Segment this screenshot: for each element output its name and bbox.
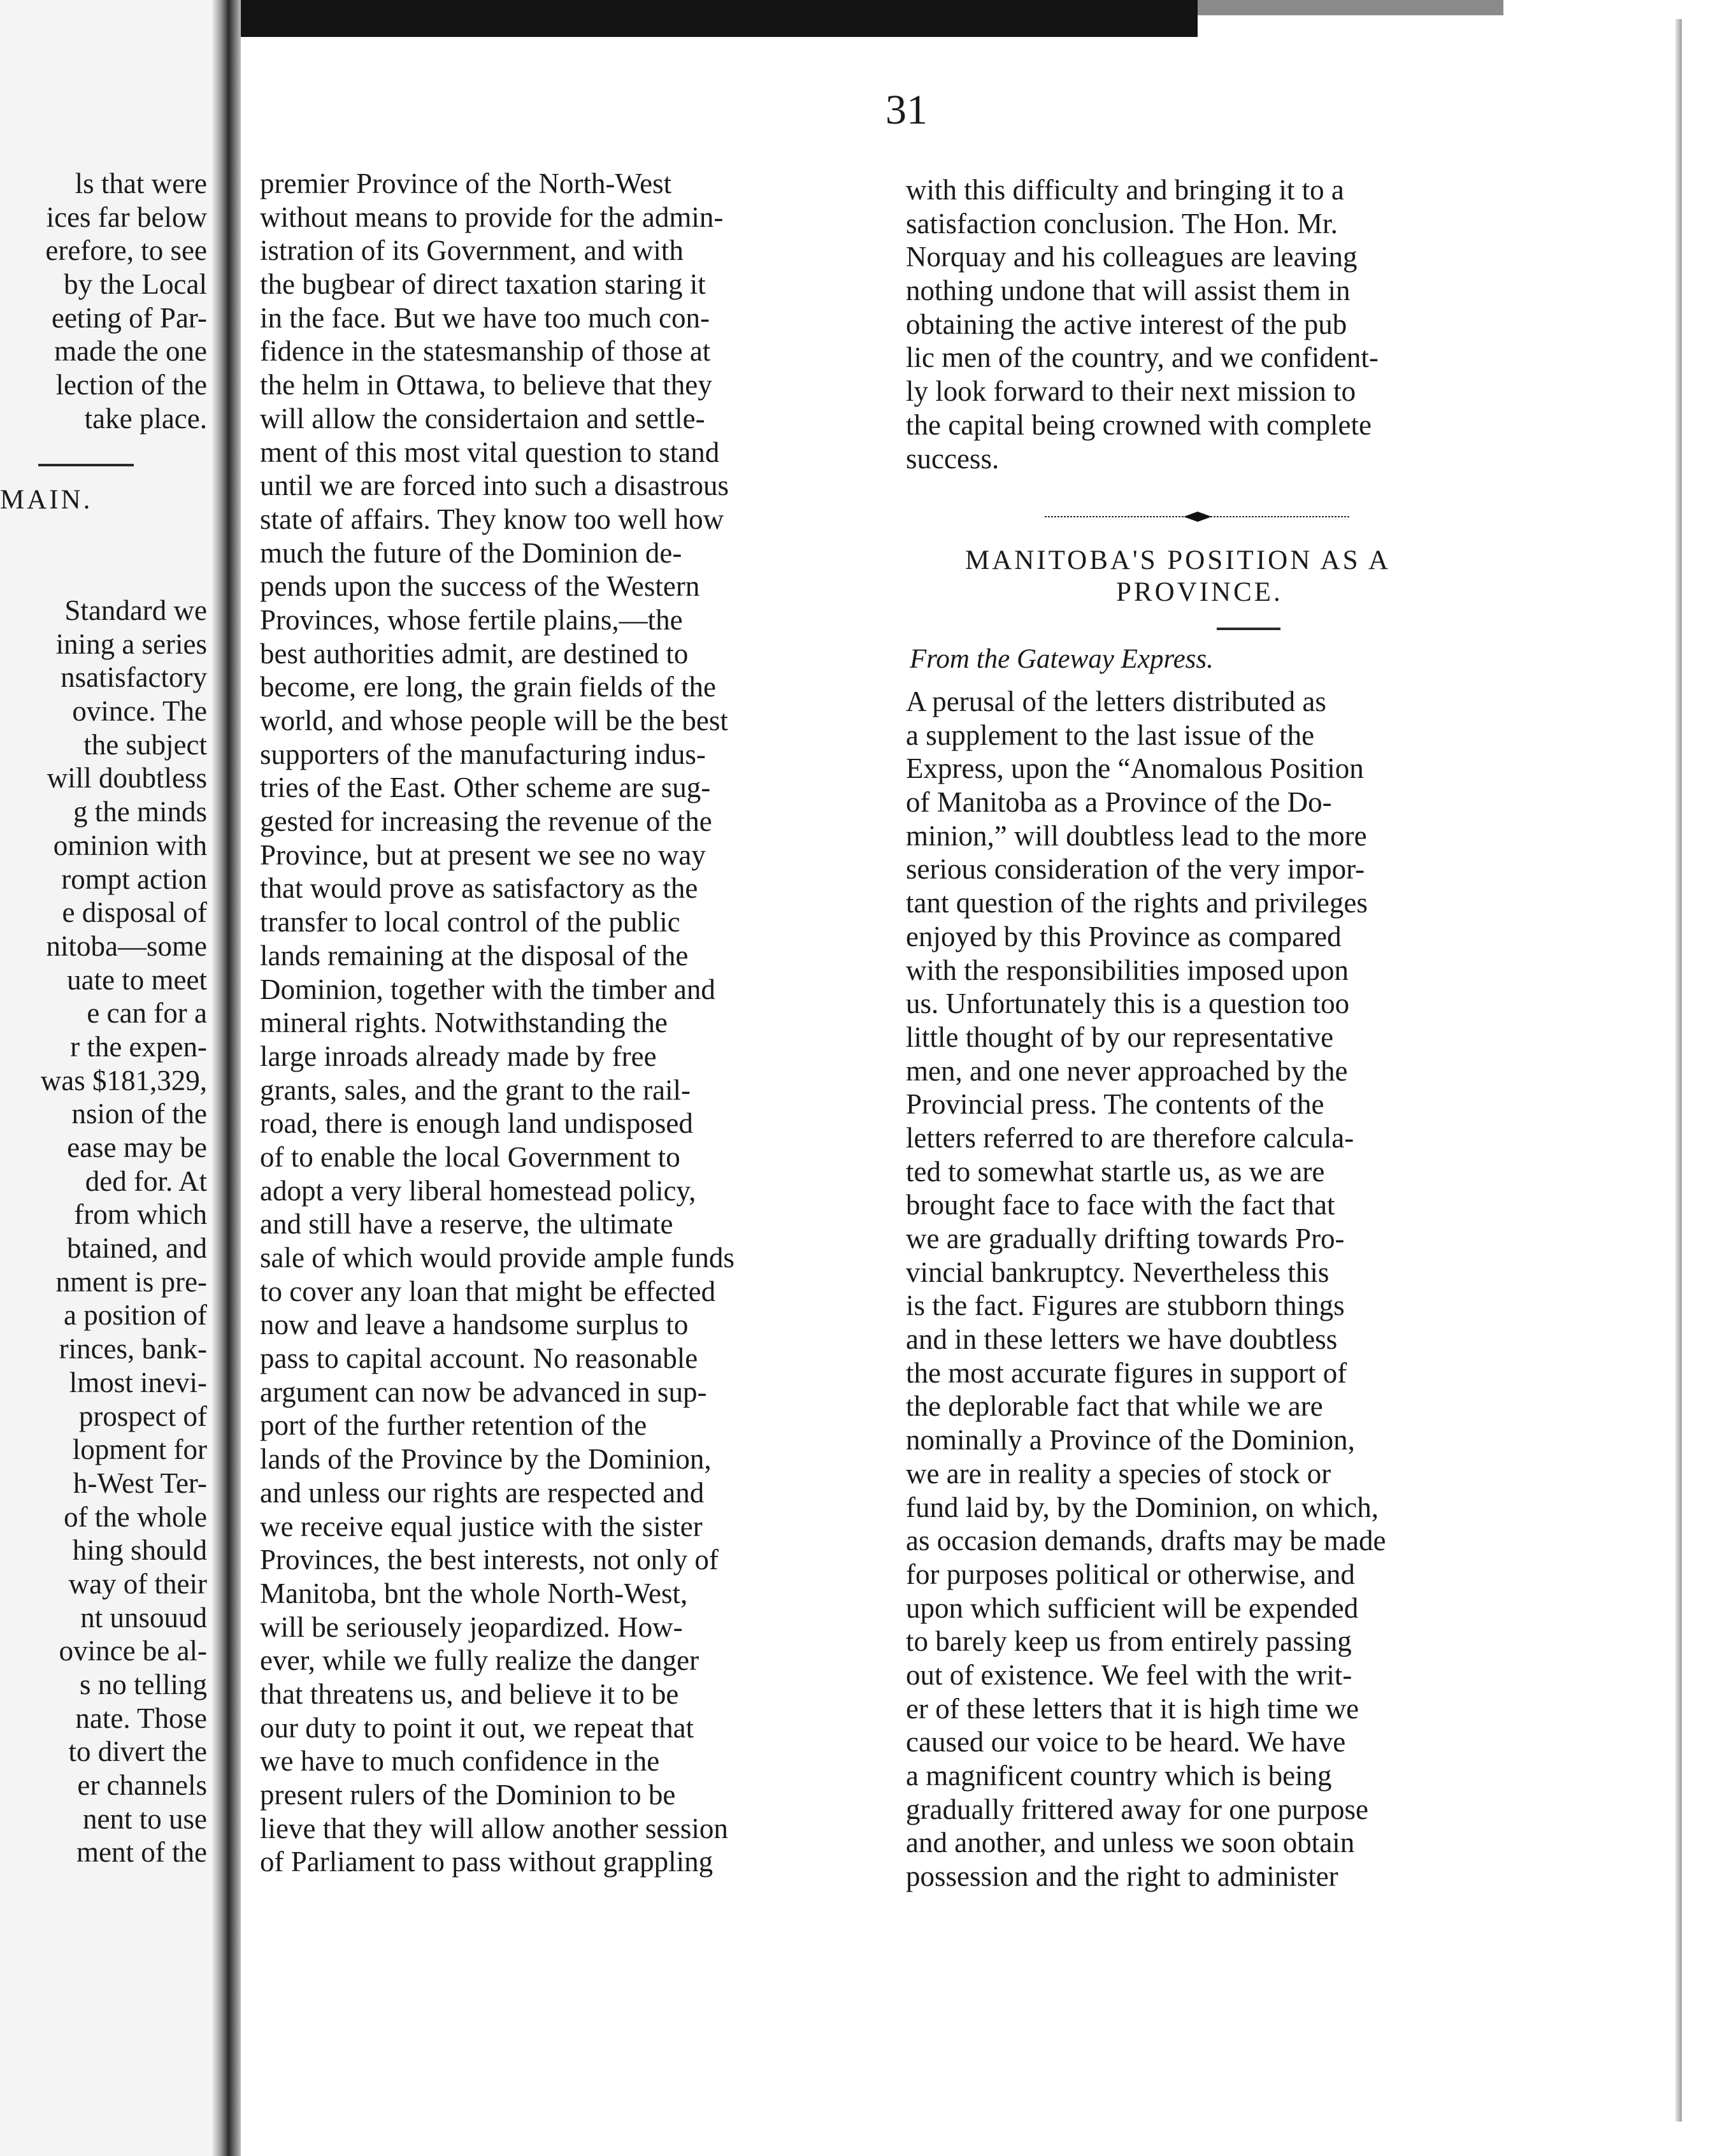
middle-column-line: of to enable the local Government to xyxy=(260,1140,680,1173)
right-column-line: satisfaction conclusion. The Hon. Mr. xyxy=(906,207,1338,240)
left-fragment-line: ment of the xyxy=(76,1836,207,1869)
left-fragment-line: a position of xyxy=(64,1299,207,1332)
middle-column-line: ment of this most vital question to stand xyxy=(260,436,720,468)
middle-column-line: we receive equal justice with the sister xyxy=(260,1510,703,1542)
article-line: with the responsibilities imposed upon xyxy=(906,954,1349,986)
article-line: as occasion demands, drafts may be made xyxy=(906,1525,1386,1557)
middle-column-line: Dominion, together with the timber and xyxy=(260,973,715,1005)
right-column-line: the capital being crowned with complete xyxy=(906,408,1372,441)
middle-column-line: in the face. But we have too much con- xyxy=(260,301,710,334)
article-line: caused our voice to be heard. We have xyxy=(906,1726,1346,1758)
left-fragment-line: e disposal of xyxy=(62,896,207,929)
left-fragment-line: ining a series xyxy=(55,628,207,660)
middle-column-line: premier Province of the North-West xyxy=(260,168,672,199)
middle-column-line: tries of the East. Other scheme are sug- xyxy=(260,772,711,804)
left-fragment-line: ded for. At xyxy=(85,1165,207,1197)
middle-column-line: and unless our rights are respected and xyxy=(260,1476,705,1509)
left-fragment-line: rinces, bank- xyxy=(59,1333,207,1365)
right-column-line: Norquay and his colleagues are leaving xyxy=(906,241,1358,273)
middle-column-line: state of affairs. They know too well how xyxy=(260,503,724,535)
middle-column-line: that would prove as satisfactory as the xyxy=(260,872,698,905)
middle-column-line: port of the further retention of the xyxy=(260,1409,647,1442)
left-fragment-line: nsatisfactory xyxy=(61,661,207,694)
left-fragment-line: ovince be al- xyxy=(59,1635,207,1667)
middle-column-line: Province, but at present we see no way xyxy=(260,838,706,871)
middle-column-line: present rulers of the Dominion to be xyxy=(260,1779,676,1811)
article-line: of Manitoba as a Province of the Do- xyxy=(906,786,1332,819)
left-fragment-line: Standard we xyxy=(64,594,207,626)
article-body xyxy=(906,685,1537,1894)
scan-border-top xyxy=(229,0,1198,37)
heading-rule xyxy=(1217,628,1280,630)
article-line: A perusal of the letters distributed as xyxy=(906,686,1326,717)
middle-column-line: best authorities admit, are destined to xyxy=(260,637,689,670)
article-heading-line2: PROVINCE. xyxy=(1116,577,1283,607)
article-heading-line1: MANITOBA'S POSITION AS A xyxy=(965,545,1391,575)
page-number: 31 xyxy=(885,87,928,133)
article-line: ted to somewhat startle us, as we are xyxy=(906,1155,1325,1188)
article-line: we are in reality a species of stock or xyxy=(906,1457,1331,1490)
middle-column-line: Provinces, whose fertile plains,—the xyxy=(260,603,683,636)
left-fragment-line: nment is pre- xyxy=(55,1265,207,1298)
left-fragment-line: ovince. The xyxy=(72,695,207,728)
article-line: Provincial press. The contents of the xyxy=(906,1088,1324,1121)
article-line: serious consideration of the very impor- xyxy=(906,853,1365,886)
article-line: the deplorable fact that while we are xyxy=(906,1390,1323,1423)
middle-column-line: we have to much confidence in the xyxy=(260,1745,660,1778)
article-line: men, and one never approached by the xyxy=(906,1054,1348,1087)
left-fragment-line: ls that were xyxy=(75,168,207,199)
article-line: out of existence. We feel with the writ- xyxy=(906,1658,1352,1691)
article-line: is the fact. Figures are stubborn things xyxy=(906,1290,1345,1322)
right-column-line: obtaining the active interest of the pub xyxy=(906,308,1347,340)
left-fragment-line: e can for a xyxy=(87,997,207,1030)
page-gutter xyxy=(210,0,241,2156)
left-fragment-line: r the expen- xyxy=(70,1030,207,1063)
left-fragment-line: lopment for xyxy=(72,1434,207,1466)
middle-column-line: of Parliament to pass without grappling xyxy=(260,1846,713,1878)
article-line: we are gradually drifting towards Pro- xyxy=(906,1223,1345,1254)
left-fragment-line: of the whole xyxy=(64,1500,207,1533)
right-column-top xyxy=(906,173,1530,475)
article-line: a supplement to the last issue of the xyxy=(906,719,1315,751)
left-fragment-line: er channels xyxy=(77,1769,207,1802)
page-edge xyxy=(1675,19,1682,2122)
left-fragment-line: take place. xyxy=(84,402,207,435)
article-line: little thought of by our representative xyxy=(906,1021,1334,1053)
left-fragment-line: h-West Ter- xyxy=(73,1467,207,1499)
article-line: nominally a Province of the Dominion, xyxy=(906,1424,1355,1456)
middle-column-line: fidence in the statesmanship of those at xyxy=(260,335,711,368)
left-fragment-line: prospect of xyxy=(78,1400,207,1432)
article-line: fund laid by, by the Dominion, on which, xyxy=(906,1491,1379,1523)
article-line: us. Unfortunately this is a question too xyxy=(906,988,1350,1020)
left-fragment-line: s no telling xyxy=(80,1669,207,1700)
middle-column-line: and still have a reserve, the ultimate xyxy=(260,1208,673,1240)
left-fragment-line: was $181,329, xyxy=(40,1064,207,1096)
middle-column-line: now and leave a handsome surplus to xyxy=(260,1309,689,1341)
middle-column-line: lieve that they will allow another session xyxy=(260,1812,728,1844)
right-column-line: nothing undone that will assist them in xyxy=(906,275,1351,307)
middle-column-line: large inroads already made by free xyxy=(260,1040,657,1072)
middle-column-line: the bugbear of direct taxation staring it xyxy=(260,268,706,301)
left-fragment-line: lection of the xyxy=(55,369,207,401)
left-fragment-line: ices far below xyxy=(46,201,207,233)
left-fragment-line: the subject xyxy=(83,728,207,761)
left-fragment-line: rompt action xyxy=(61,863,207,895)
right-column-line: ly look forward to their next mission to xyxy=(906,375,1356,408)
right-column-line: success. xyxy=(906,442,1000,475)
article-line: Express, upon the “Anomalous Position xyxy=(906,752,1364,785)
left-fragment-line: g the minds xyxy=(73,796,207,828)
left-fragment-line: will doubtless xyxy=(47,762,207,794)
left-fragment-line: way of their xyxy=(68,1567,207,1600)
left-fragment-line: by the Local xyxy=(64,268,207,301)
article-line: to barely keep us from entirely passing xyxy=(906,1625,1352,1658)
article-line: vincial bankruptcy. Nevertheless this xyxy=(906,1256,1329,1288)
left-fragment-line: uate to meet xyxy=(67,963,207,996)
middle-column-line: ever, while we fully realize the danger xyxy=(260,1644,699,1677)
left-fragment-line: nent to use xyxy=(83,1802,207,1835)
middle-column-line: Manitoba, bnt the whole North-West, xyxy=(260,1577,688,1609)
middle-column-line: without means to provide for the admin- xyxy=(260,201,724,233)
article-line: enjoyed by this Province as compared xyxy=(906,920,1342,952)
middle-column-line: sale of which would provide ample funds xyxy=(260,1242,735,1274)
middle-column-line: gested for increasing the revenue of the xyxy=(260,805,712,838)
middle-column-line: transfer to local control of the public xyxy=(260,906,680,938)
left-fragment-top xyxy=(0,167,207,436)
left-fragment-line: erefore, to see xyxy=(45,234,207,267)
article-source: From the Gateway Express. xyxy=(910,644,1214,674)
left-fragment-line: hing should xyxy=(72,1534,207,1567)
middle-column-line: our duty to point it out, we repeat that xyxy=(260,1711,694,1744)
article-line: upon which sufficient will be expended xyxy=(906,1592,1359,1624)
middle-column-line: become, ere long, the grain fields of the xyxy=(260,671,716,703)
middle-column-line: world, and whose people will be the best xyxy=(260,705,728,737)
article-line: minion,” will doubtless lead to the more xyxy=(906,819,1367,852)
middle-column-line: will be seriousely jeopardized. How- xyxy=(260,1611,683,1643)
middle-column-line: pends upon the success of the Western xyxy=(260,570,700,603)
article-line: and another, and unless we soon obtain xyxy=(906,1827,1355,1859)
right-column-line: with this difficulty and bringing it to a xyxy=(906,174,1344,206)
middle-column-line: istration of its Government, and with xyxy=(260,234,684,267)
middle-column-line: until we are forced into such a disastrous xyxy=(260,470,729,502)
middle-column-line: Provinces, the best interests, not only of xyxy=(260,1544,719,1576)
left-fragment-line: nate. Those xyxy=(75,1702,207,1734)
left-fragment-line: ease may be xyxy=(67,1132,207,1163)
left-fragment-line: nsion of the xyxy=(71,1098,207,1130)
left-fragment-line: made the one xyxy=(54,335,207,368)
left-fragment-line: ominion with xyxy=(53,829,207,861)
section-rule-left xyxy=(38,464,134,466)
article-line: brought face to face with the fact that xyxy=(906,1189,1335,1221)
middle-column-line: argument can now be advanced in sup- xyxy=(260,1376,707,1408)
article-line: for purposes political or otherwise, and xyxy=(906,1558,1355,1590)
middle-column-line: the helm in Ottawa, to believe that they xyxy=(260,369,712,401)
middle-column-line: lands of the Province by the Dominion, xyxy=(260,1443,712,1476)
left-fragment-line: lmost inevi- xyxy=(69,1366,207,1398)
article-line: gradually frittered away for one purpose xyxy=(906,1793,1368,1825)
middle-column-line: pass to capital account. No reasonable xyxy=(260,1342,698,1375)
middle-column-line: mineral rights. Notwithstanding the xyxy=(260,1007,668,1039)
middle-column xyxy=(260,167,884,1879)
middle-column-line: adopt a very liberal homestead policy, xyxy=(260,1174,696,1207)
left-fragment-line: btained, and xyxy=(67,1232,207,1265)
article-line: and in these letters we have doubtless xyxy=(906,1323,1338,1356)
middle-column-line: much the future of the Dominion de- xyxy=(260,536,682,569)
left-fragment-line: eeting of Par- xyxy=(51,301,207,334)
middle-column-line: to cover any loan that might be effected xyxy=(260,1275,716,1307)
middle-column-line: grants, sales, and the grant to the rail- xyxy=(260,1074,691,1106)
article-line: er of these letters that it is high time we xyxy=(906,1692,1359,1725)
middle-column-line: supporters of the manufacturing indus- xyxy=(260,738,706,770)
middle-column-line: road, there is enough land undisposed xyxy=(260,1107,693,1140)
left-fragment-bottom xyxy=(0,594,207,1869)
middle-column-line: lands remaining at the disposal of the xyxy=(260,939,689,972)
left-fragment-line: to divert the xyxy=(68,1736,207,1768)
middle-column-line: will allow the considertaion and settle- xyxy=(260,402,705,435)
article-line: possession and the right to administer xyxy=(906,1860,1338,1893)
article-line: the most accurate figures in support of xyxy=(906,1356,1347,1389)
right-column-line: lic men of the country, and we confident- xyxy=(906,341,1379,374)
left-fragment-line: nt unsouud xyxy=(80,1601,207,1634)
left-fragment-line: nitoba—some xyxy=(46,930,207,962)
left-fragment-heading: MAIN. xyxy=(0,485,93,515)
article-line: letters referred to are therefore calcula- xyxy=(906,1121,1354,1154)
scan-border-top-gray xyxy=(1198,0,1503,15)
article-line: a magnificent country which is being xyxy=(906,1760,1332,1792)
middle-column-line: that threatens us, and believe it to be xyxy=(260,1678,679,1710)
ornament-divider xyxy=(1045,510,1351,524)
left-fragment-line: from which xyxy=(74,1198,207,1231)
article-line: tant question of the rights and privileges xyxy=(906,887,1368,919)
